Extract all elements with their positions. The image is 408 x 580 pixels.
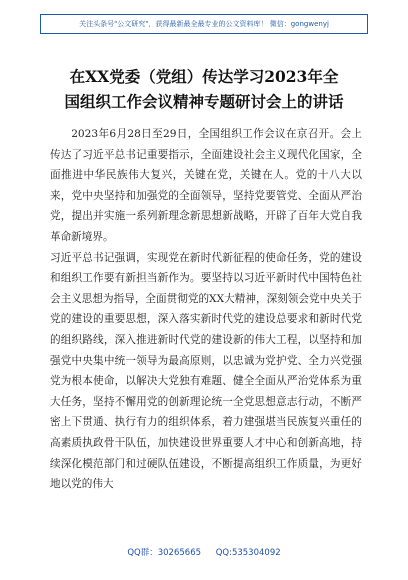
paragraph: 习近平总书记强调，实现党在新时代新征程的使命任务，党的建设和组织工作要有新担当新作为。要坚持以习近平新时代中国特色社会主义思想为指导，全面贯彻党的XX大精神，深刻领会党中央关于党的建设的重要思想，深入落实新时代党的建设总要求和新时代党的组织路线，深入推进新时代党的建设新的伟大工程，以坚持和加强党中央集中统一领导为最高原则，以忠诚为党护党、全力兴党强党为根本使命，以解决大党独有难题、健全全面从严治党体系为重大任务，坚持不懈用党的创新理论统一全党思想意志行动，不断严密上下贯通、执行有力的组织体系，着力建强堪当民族复兴重任的高素质执政骨干队伍，加快建设世界重要人才中心和创新高地，持续深化模范部门和过硬队伍建设，不断提高组织工作质量，为更好地以党的伟大: [50, 251, 362, 491]
qq-number: QQ:535304092: [215, 548, 281, 558]
title-line-2: 国组织工作会议精神专题研讨会上的讲话: [64, 92, 344, 111]
page-footer: [0, 546, 408, 558]
header-banner: 关注头条号"公文研究"，获得最新最全最专业的公文资料库！ 微信：gongwenyj: [40, 14, 368, 34]
qq-group-number: QQ群：30265665: [127, 548, 202, 558]
title-line-1: 在XX党委（党组）传达学习2023年全: [69, 67, 339, 86]
document-body: [50, 124, 362, 495]
paragraph: 2023年6月28日至29日，全国组织工作会议在京召开。会上传达了习近平总书记重要指示，全面建设社会主义现代化国家，全面推进中华民族伟大复兴，关键在党，关键在人。党的十八大以来，党中央坚持和加强党的全面领导，坚持党要管党、全面从严治党，提出并实施一系列新理念新思想新战略，开辟了百年大党自我革命新境界。: [50, 128, 362, 243]
document-title: [44, 64, 364, 114]
